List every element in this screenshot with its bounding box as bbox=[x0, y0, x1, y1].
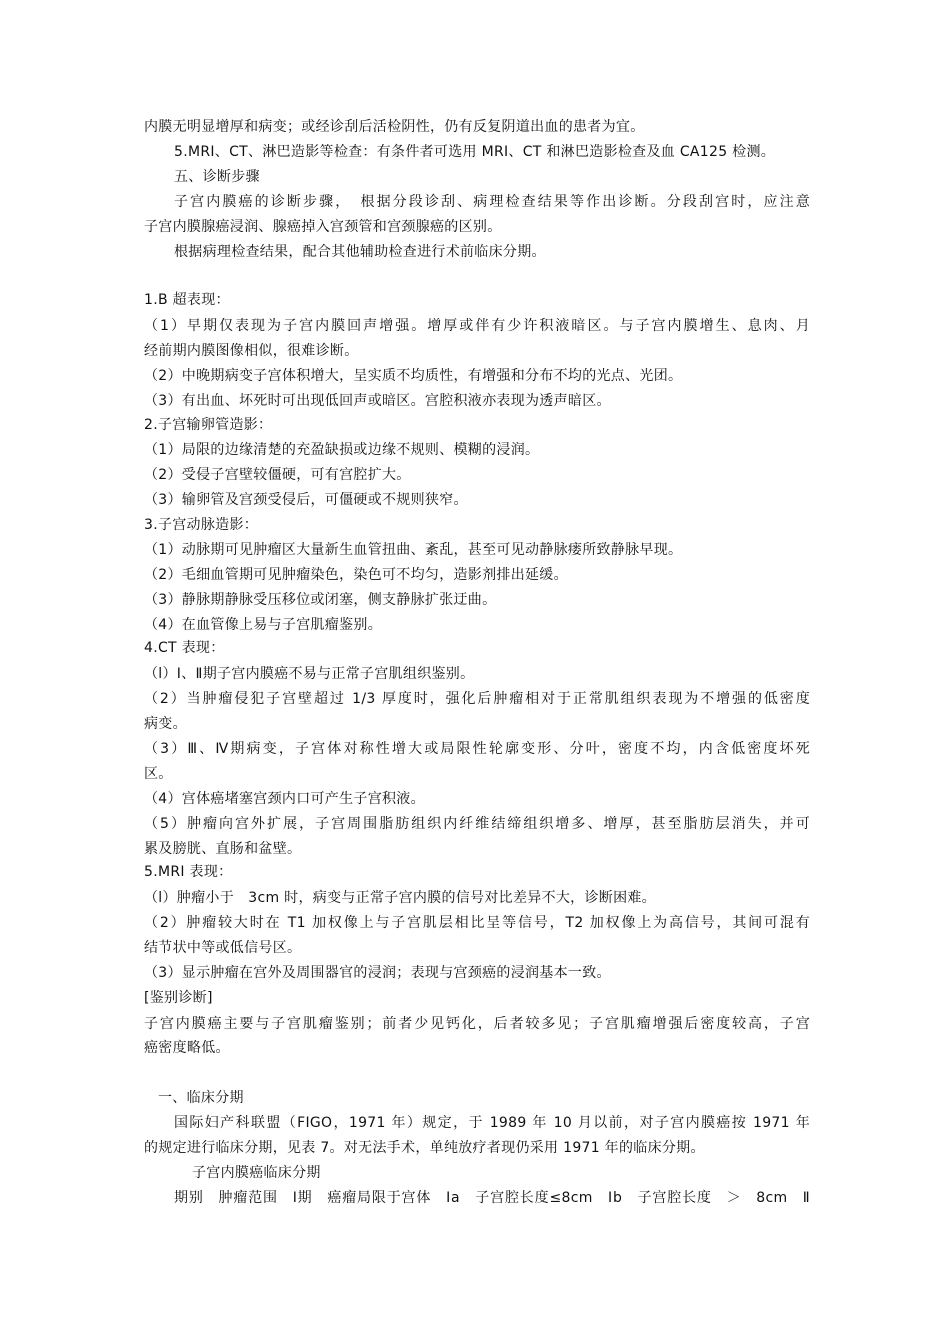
text-line: （2）受侵子宫壁较僵硬，可有宫腔扩大。 bbox=[144, 467, 411, 483]
section-heading: 五、诊断步骤 bbox=[174, 169, 260, 185]
subsection-heading: 3.子宫动脉造影： bbox=[144, 517, 259, 533]
subsection-heading: 5.MRI 表现： bbox=[144, 864, 233, 880]
text-line: （3）有出血、坏死时可出现低回声或暗区。宫腔积液亦表现为透声暗区。 bbox=[144, 393, 611, 409]
text-line: 5.MRI、CT、淋巴造影等检查：有条件者可选用 MRI、CT 和淋巴造影检查及血 CA125 检测。 bbox=[174, 144, 776, 160]
text-line: （3）输卵管及宫颈受侵后，可僵硬或不规则狭窄。 bbox=[144, 492, 468, 508]
subsection-heading: [鉴别诊断] bbox=[144, 990, 213, 1006]
text-line: 经前期内膜图像相似，很难诊断。 bbox=[144, 343, 359, 359]
text-line: 的规定进行临床分期，见表 7。对无法手术，单纯放疗者现仍采用 1971 年的临床分期。 bbox=[144, 1140, 705, 1156]
text-line: 子宫内膜癌的诊断步骤， 根据分段诊刮、病理检查结果等作出诊断。分段刮宫时，应注意 bbox=[174, 194, 810, 210]
text-line: （4）在血管像上易与子宫肌瘤鉴别。 bbox=[144, 617, 383, 633]
text-line: 内膜无明显增厚和病变；或经诊刮后活检阴性，仍有反复阴道出血的患者为宜。 bbox=[144, 119, 645, 135]
text-line: （2）毛细血管期可见肿瘤染色，染色可不均匀，造影剂排出延缓。 bbox=[144, 567, 568, 583]
subsection-heading: 4.CT 表现： bbox=[144, 640, 225, 656]
subsection-heading: 1.B 超表现： bbox=[144, 292, 230, 308]
subsection-heading: 2.子宫输卵管造影： bbox=[144, 417, 273, 433]
text-line: （2）中晚期病变子宫体积增大，呈实质不均质性，有增强和分布不均的光点、光团。 bbox=[144, 368, 683, 384]
text-line: （2）当肿瘤侵犯子宫壁超过 1/3 厚度时，强化后肿瘤相对于正常肌组织表现为不增强的低密度 bbox=[144, 691, 810, 707]
section-heading: 一、临床分期 bbox=[158, 1090, 244, 1106]
text-line: （l）Ⅰ、Ⅱ期子宫内膜癌不易与正常子宫肌组织鉴别。 bbox=[144, 666, 475, 682]
text-line: 区。 bbox=[144, 766, 173, 782]
text-line: （3）Ⅲ、Ⅳ期病变，子宫体对称性增大或局限性轮廓变形、分叶，密度不均，内含低密度坏死 bbox=[144, 741, 810, 757]
text-line: （1）动脉期可见肿瘤区大量新生血管扭曲、紊乱，甚至可见动静脉瘘所致静脉早现。 bbox=[144, 542, 683, 558]
text-line: （5）肿瘤向宫外扩展，子宫周围脂肪组织内纤维结缔组织增多、增厚，甚至脂肪层消失，并可 bbox=[144, 816, 810, 832]
text-line: 子宫内膜癌主要与子宫肌瘤鉴别；前者少见钙化，后者较多见；子宫肌瘤增强后密度较高，子宫 bbox=[144, 1016, 810, 1032]
text-line: （1）局限的边缘清楚的充盈缺损或边缘不规则、模糊的浸润。 bbox=[144, 442, 540, 458]
text-line: （1）早期仅表现为子宫内膜回声增强。增厚或伴有少许积液暗区。与子宫内膜增生、息肉、月 bbox=[144, 318, 810, 334]
text-line: 子宫内膜腺癌浸润、腺癌掉入宫颈管和宫颈腺癌的区别。 bbox=[144, 219, 502, 235]
text-line: 病变。 bbox=[144, 716, 187, 732]
text-line: 累及膀胱、直肠和盆壁。 bbox=[144, 841, 302, 857]
text-line: （3）显示肿瘤在宫外及周围器官的浸润；表现与宫颈癌的浸润基本一致。 bbox=[144, 965, 611, 981]
text-line: （2）肿瘤较大时在 T1 加权像上与子宫肌层相比呈等信号，T2 加权像上为高信号，其间可混有 bbox=[144, 915, 810, 931]
text-line: （3）静脉期静脉受压移位或闭塞，侧支静脉扩张迂曲。 bbox=[144, 592, 497, 608]
text-line: 结节状中等或低信号区。 bbox=[144, 940, 302, 956]
table-caption: 子宫内膜癌临床分期 bbox=[192, 1165, 321, 1181]
table-row-text: 期别 肿瘤范围 Ⅰ期 癌瘤局限于宫体 Ⅰa 子宫腔长度≤8cm Ⅰb 子宫腔长度 ＞ 8cm Ⅱ bbox=[174, 1190, 810, 1206]
text-line: 根据病理检查结果，配合其他辅助检查进行术前临床分期。 bbox=[174, 244, 546, 260]
text-line: （l）肿瘤小于 3cm 时，病变与正常子宫内膜的信号对比差异不大，诊断困难。 bbox=[144, 890, 656, 906]
text-line: 癌密度略低。 bbox=[144, 1040, 230, 1056]
text-line: （4）宫体癌堵塞宫颈内口可产生子宫积液。 bbox=[144, 791, 425, 807]
text-line: 国际妇产科联盟（FIGO，1971 年）规定，于 1989 年 10 月以前，对子宫内膜癌按 1971 年 bbox=[174, 1115, 810, 1131]
